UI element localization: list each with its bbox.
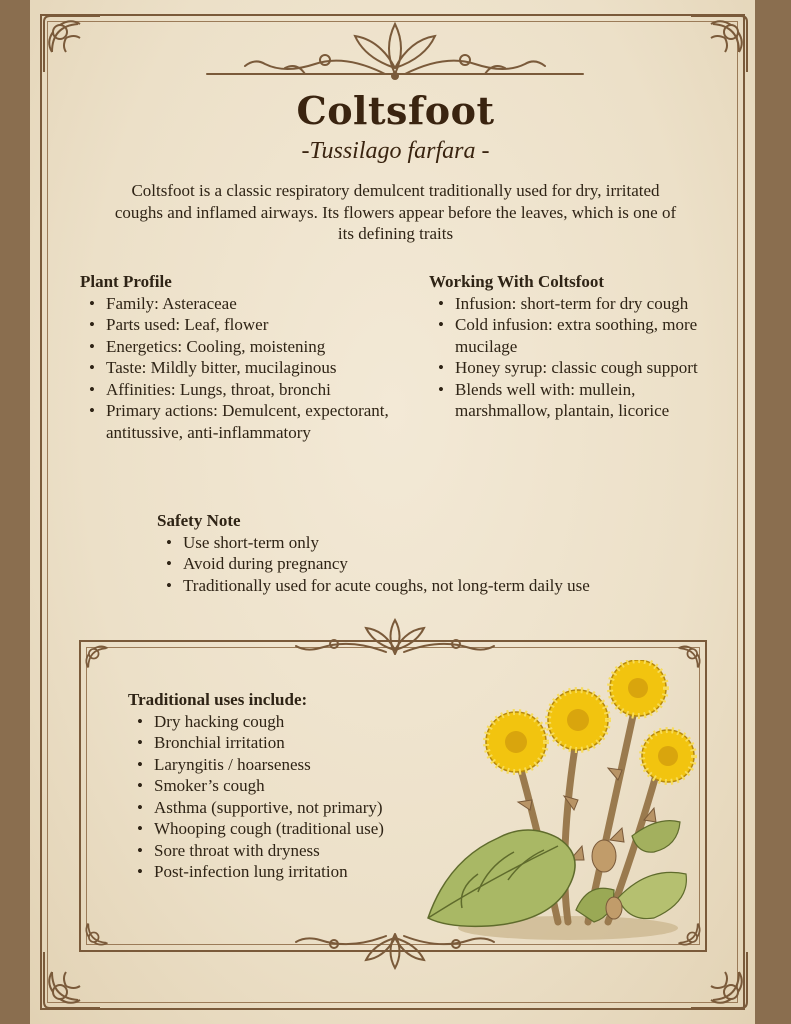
scroll-flourish-icon — [290, 616, 500, 658]
list-item: • Use short-term only — [157, 532, 697, 554]
scroll-flourish-icon — [205, 18, 585, 84]
list-item: • Sore throat with dryness — [128, 840, 458, 862]
list-item: • Affinities: Lungs, throat, bronchi — [80, 379, 390, 401]
list-item: • Bronchial irritation — [128, 732, 458, 754]
corner-flourish-icon — [687, 948, 751, 1012]
list-item: • Infusion: short-term for dry cough — [429, 293, 699, 315]
list-item: • Post-infection lung irritation — [128, 861, 458, 883]
section-heading: Working With Coltsfoot — [429, 272, 605, 291]
list-item: • Parts used: Leaf, flower — [80, 314, 390, 336]
list-item: • Avoid during pregnancy — [157, 553, 697, 575]
working-with-section — [429, 271, 699, 422]
section-heading: Plant Profile — [80, 272, 172, 291]
list-item: • Family: Asteraceae — [80, 293, 390, 315]
section-heading: Safety Note — [157, 511, 241, 530]
flower-heads — [486, 660, 694, 782]
list-item: • Smoker’s cough — [128, 775, 458, 797]
plant-profile-section — [80, 271, 390, 443]
list-item: • Asthma (supportive, not primary) — [128, 797, 458, 819]
corner-flourish-icon — [80, 907, 124, 951]
list-item: • Whooping cough (traditional use) — [128, 818, 458, 840]
safety-note-section — [157, 510, 697, 596]
list-item: • Blends well with: mullein, marshmallow, plantain, licorice — [429, 379, 699, 422]
corner-flourish-icon — [40, 12, 104, 76]
coltsfoot-plant-illustration — [418, 660, 708, 945]
list-item: • Cold infusion: extra soothing, more mucilage — [429, 314, 699, 357]
list-item: • Taste: Mildly bitter, mucilaginous — [80, 357, 390, 379]
list-item: • Primary actions: Demulcent, expectorant, antitussive, anti-inflammatory — [80, 400, 390, 443]
traditional-uses-section — [128, 689, 458, 883]
corner-flourish-icon — [40, 948, 104, 1012]
list-item: • Laryngitis / hoarseness — [128, 754, 458, 776]
list-item: • Energetics: Cooling, moistening — [80, 336, 390, 358]
list-item: • Honey syrup: classic cough support — [429, 357, 699, 379]
botanical-name: -Tussilago farfara - — [301, 138, 490, 164]
page-title: Coltsfoot — [296, 88, 495, 133]
list-item: • Traditionally used for acute coughs, not long-term daily use — [157, 575, 697, 597]
corner-flourish-icon — [80, 640, 124, 684]
corner-flourish-icon — [687, 12, 751, 76]
intro-paragraph: Coltsfoot is a classic respiratory demulcent traditionally used for dry, irritated coughs and inflamed airways. Its flowers appear before the leaves, which is one of its defining traits — [114, 181, 677, 243]
list-item: • Dry hacking cough — [128, 711, 458, 733]
section-heading: Traditional uses include: — [128, 690, 308, 709]
